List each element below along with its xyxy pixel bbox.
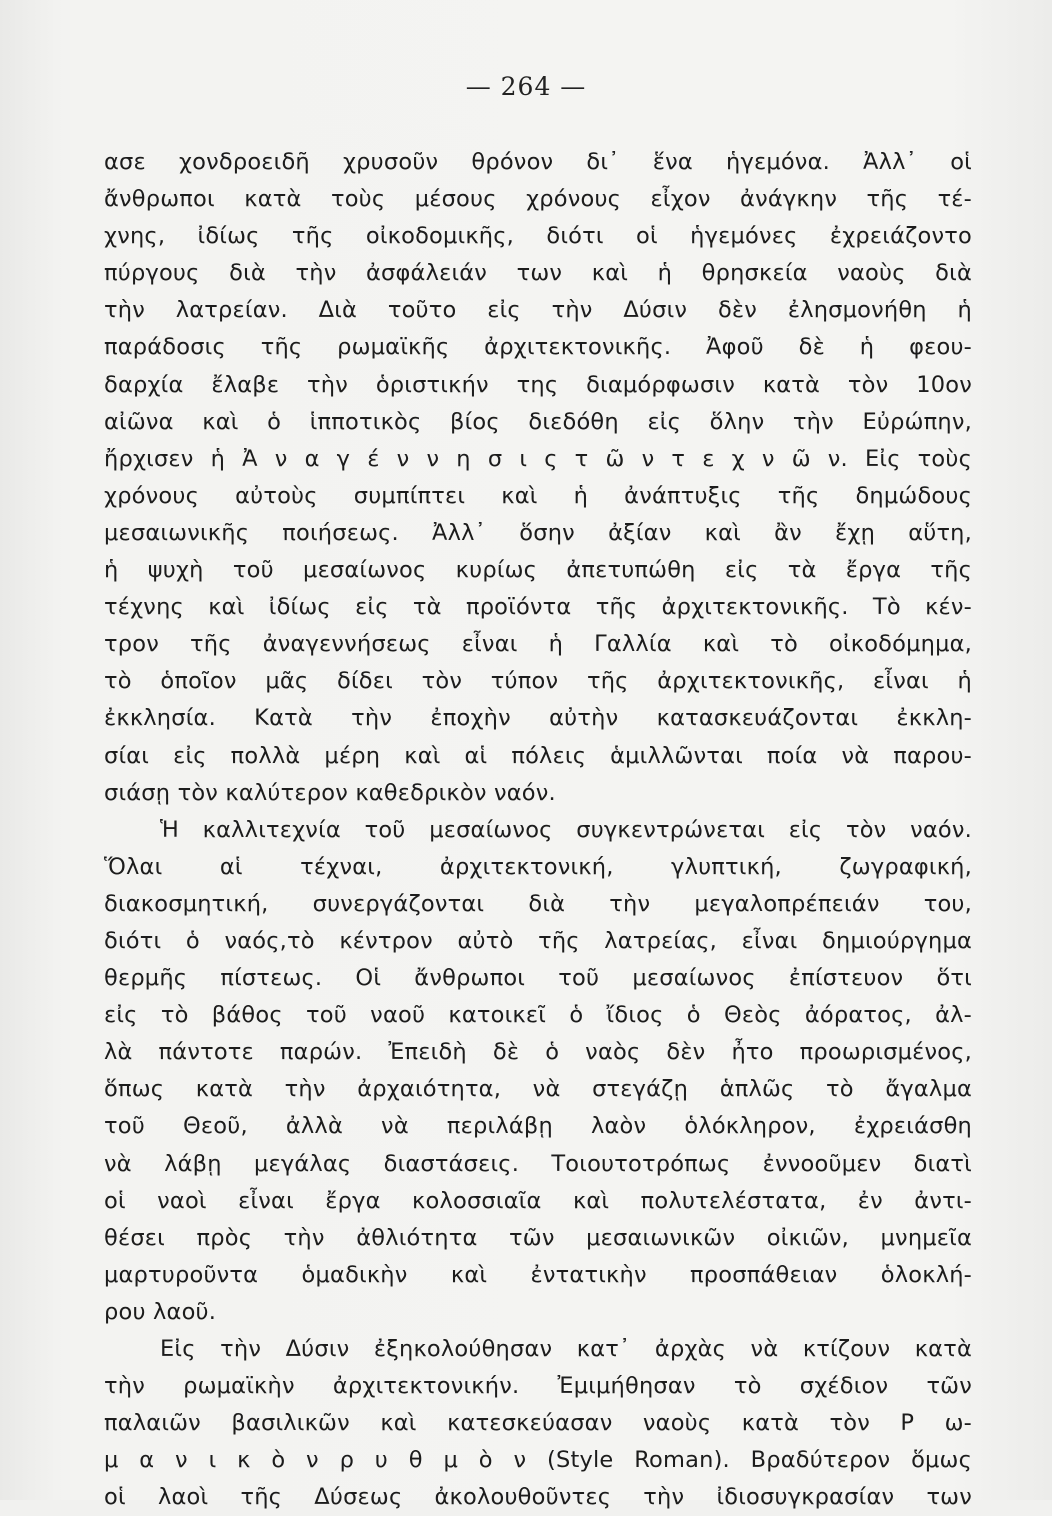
text-line: εἰς τὸ βάθος τοῦ ναοῦ κατοικεῖ ὁ ἴδιος ὁ Θεὸς ἀόρατος, ἀλ- [104, 1002, 972, 1029]
text-line: λὰ πάντοτε παρών. Ἐπειδὴ δὲ ὁ ναὸς δὲν ἦτο προωρισμένος, [104, 1039, 972, 1066]
text-line: νὰ λάβῃ μεγάλας διαστάσεις. Τοιουτοτρόπως ἐννοοῦμεν διατὶ [104, 1150, 972, 1177]
text-line: μαρτυροῦντα ὁμαδικὴν καὶ ἐντατικὴν προσπάθειαν ὁλοκλή- [104, 1261, 972, 1288]
text-line: τέχνης καὶ ἰδίως εἰς τὰ προϊόντα τῆς ἀρχιτεκτονικῆς. Τὸ κέν- [104, 594, 972, 621]
text-line: ασε χονδροειδῆ χρυσοῦν θρόνον δι᾽ ἕνα ἡγεμόνα. Ἀλλ᾽ οἱ [104, 149, 972, 175]
text-line: τὴν ρωμαϊκὴν ἀρχιτεκτονικήν. Ἐμιμήθησαν τὸ σχέδιον τῶν [104, 1373, 972, 1400]
text-line: ἤρχισεν ἡ Ἀ ν α γ έ ν ν η σ ι ς τ ῶ ν τ ε χ ν ῶ ν. Εἰς τοὺς [104, 445, 972, 472]
text-line: Ὅλαι αἱ τέχναι, ἀρχιτεκτονική, γλυπτική, ζωγραφική, [104, 853, 972, 880]
text-line: χνης, ἰδίως τῆς οἰκοδομικῆς, διότι οἱ ἡγεμόνες ἐχρειάζοντο [104, 223, 972, 250]
text-line: σιάσῃ τὸν καλύτερον καθεδρικὸν ναόν. [104, 779, 556, 806]
text-line: μ α ν ι κ ὸ ν ρ υ θ μ ὸ ν (Style Roman). Βραδύτερον ὅμως [104, 1447, 972, 1474]
page-number: — 264 — [465, 72, 587, 101]
text-line: χρόνους αὐτοὺς συμπίπτει καὶ ἡ ἀνάπτυξις τῆς δημώδους [104, 482, 972, 509]
text-line: μεσαιωνικῆς ποιήσεως. Ἀλλ᾽ ὅσην ἀξίαν καὶ ἂν ἔχῃ αὕτη, [104, 519, 972, 546]
text-line: δαρχία ἔλαβε τὴν ὁριστικήν της διαμόρφωσιν κατὰ τὸν 10ον [104, 371, 972, 398]
text-line: ἐκκλησία. Κατὰ τὴν ἐποχὴν αὐτὴν κατασκευάζονται ἐκκλη- [104, 705, 972, 732]
body-text [104, 144, 972, 1516]
text-line: τὴν λατρείαν. Διὰ τοῦτο εἰς τὴν Δύσιν δὲν ἐλησμονήθη ἡ [104, 297, 972, 324]
text-line: θερμῆς πίστεως. Οἱ ἄνθρωποι τοῦ μεσαίωνος ἐπίστευον ὅτι [104, 965, 972, 992]
text-line: ρου λαοῦ. [104, 1298, 217, 1325]
text-line: παράδοσις τῆς ρωμαϊκῆς ἀρχιτεκτονικῆς. Ἀφοῦ δὲ ἡ φεου- [104, 334, 972, 361]
text-line: παλαιῶν βασιλικῶν καὶ κατεσκεύασαν ναοὺς κατὰ τὸν Ρ ω- [104, 1410, 972, 1437]
text-line: τὸ ὁποῖον μᾶς δίδει τὸν τύπον τῆς ἀρχιτεκτονικῆς, εἶναι ἡ [104, 668, 972, 695]
text-line: σίαι εἰς πολλὰ μέρη καὶ αἱ πόλεις ἁμιλλῶνται ποία νὰ παρου- [104, 742, 972, 769]
text-line: διακοσμητική, συνεργάζονται διὰ τὴν μεγαλοπρέπειάν του, [104, 890, 972, 917]
text-line: διότι ὁ ναός,τὸ κέντρον αὐτὸ τῆς λατρείας, εἶναι δημιούργημα [104, 927, 972, 954]
text-line: Ἡ καλλιτεχνία τοῦ μεσαίωνος συγκεντρώνεται εἰς τὸν ναόν. [160, 816, 972, 843]
text-line: αἰῶνα καὶ ὁ ἱπποτικὸς βίος διεδόθη εἰς ὅλην τὴν Εὐρώπην, [104, 408, 972, 435]
text-line: ἡ ψυχὴ τοῦ μεσαίωνος κυρίως ἀπετυπώθη εἰς τὰ ἔργα τῆς [104, 557, 972, 584]
text-line: πύργους διὰ τὴν ἀσφάλειάν των καὶ ἡ θρησκεία ναοὺς διὰ [104, 260, 972, 287]
text-line: Εἰς τὴν Δύσιν ἐξηκολούθησαν κατ᾽ ἀρχὰς νὰ κτίζουν κατὰ [160, 1336, 972, 1362]
text-line: ἄνθρωποι κατὰ τοὺς μέσους χρόνους εἶχον ἀνάγκην τῆς τέ- [104, 186, 972, 213]
text-line: τοῦ Θεοῦ, ἀλλὰ νὰ περιλάβῃ λαὸν ὁλόκληρον, ἐχρειάσθη [104, 1113, 972, 1140]
text-line: ὅπως κατὰ τὴν ἀρχαιότητα, νὰ στεγάζῃ ἁπλῶς τὸ ἄγαλμα [104, 1076, 972, 1103]
text-line: οἱ λαοὶ τῆς Δύσεως ἀκολουθοῦντες τὴν ἰδιοσυγκρασίαν των [104, 1484, 972, 1511]
text-line: τρον τῆς ἀναγεννήσεως εἶναι ἡ Γαλλία καὶ τὸ οἰκοδόμημα, [104, 631, 972, 658]
text-line: οἱ ναοὶ εἶναι ἔργα κολοσσιαῖα καὶ πολυτελέστατα, ἐν ἀντι- [104, 1187, 972, 1214]
text-line: θέσει πρὸς τὴν ἀθλιότητα τῶν μεσαιωνικῶν οἰκιῶν, μνημεῖα [104, 1224, 972, 1251]
